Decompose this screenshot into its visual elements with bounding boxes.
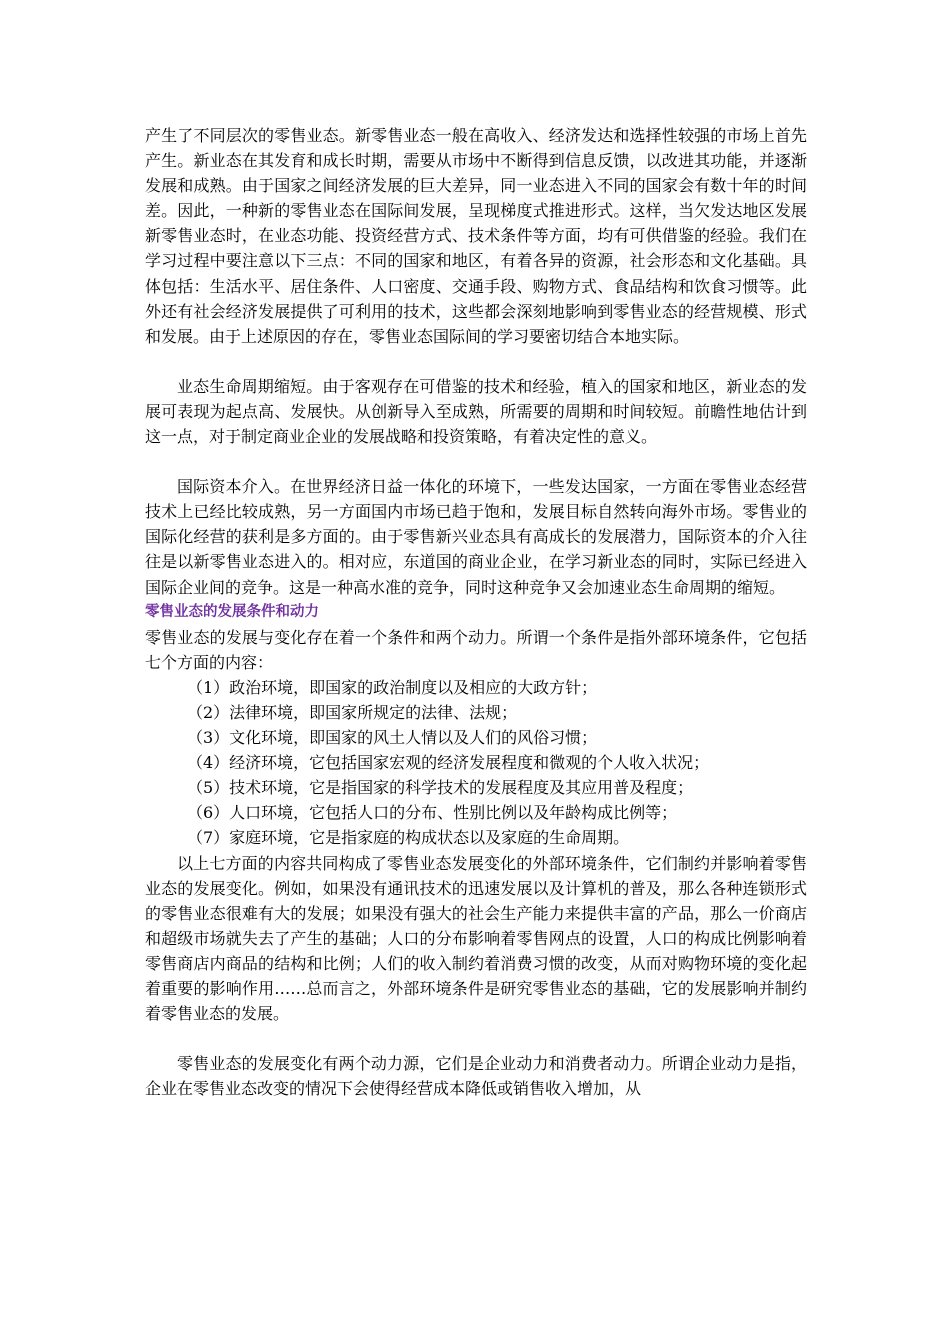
paragraph-lifecycle-shortening: 业态生命周期缩短。由于客观存在可借鉴的技术和经验，植入的国家和地区，新业态的发展可表现为起点高、发展快。从创新导入至成熟，所需要的周期和时间较短。前瞻性地估计到这一点，对于制定商业企业的发展战略和投资策略，有着决定性的意义。 xyxy=(145,376,807,447)
list-item: （7）家庭环境，它是指家庭的构成状态以及家庭的生命周期。 xyxy=(187,828,630,848)
document-page xyxy=(145,123,807,1101)
list-item: （2）法律环境，即国家所规定的法律、法规； xyxy=(187,702,518,722)
paragraph-driving-forces: 零售业态的发展变化有两个动力源，它们是企业动力和消费者动力。所谓企业动力是指，企业在零售业态改变的情况下会使得经营成本降低或销售收入增加，从 xyxy=(145,1054,807,1099)
list-item: （1）政治环境，即国家的政治制度以及相应的大政方针； xyxy=(187,677,598,697)
section-heading: 零售业态的发展条件和动力 xyxy=(145,603,319,620)
conditions-list xyxy=(145,675,807,851)
paragraph-international-capital: 国际资本介入。在世界经济日益一体化的环境下，一些发达国家，一方面在零售业态经营技术上已经比较成熟，另一方面国内市场已趋于饱和，发展目标自然转向海外市场。零售业的国际化经营的获利是多方面的。由于零售新兴业态具有高成长的发展潜力，国际资本的介入往往是以新零售业态进入的。相对应，东道国的商业企业，在学习新业态的同时，实际已经进入国际企业间的竞争。这是一种高水准的竞争，同时这种竞争又会加速业态生命周期的缩短。 xyxy=(145,477,807,597)
list-item: （5）技术环境，它是指国家的科学技术的发展程度及其应用普及程度； xyxy=(187,778,694,798)
paragraph-environment-summary: 以上七方面的内容共同构成了零售业态发展变化的外部环境条件，它们制约并影响着零售业态的发展变化。例如，如果没有通讯技术的迅速发展以及计算机的普及，那么各种连锁形式的零售业态很难有大的发展；如果没有强大的社会生产能力来提供丰富的产品，那么一价商店和超级市场就失去了产生的基础；人口的分布影响着零售网点的设置，人口的构成比例影响着零售商店内商品的结构和比例；人们的收入制约着消费习惯的改变，从而对购物环境的变化起着重要的影响作用……总而言之，外部环境条件是研究零售业态的基础，它的发展影响并制约着零售业态的发展。 xyxy=(145,853,807,1024)
list-item: （3）文化环境，即国家的风土人情以及人们的风俗习惯； xyxy=(187,728,598,748)
list-item: （4）经济环境，它包括国家宏观的经济发展程度和微观的个人收入状况； xyxy=(187,753,710,773)
paragraph-condition-intro: 零售业态的发展与变化存在着一个条件和两个动力。所谓一个条件是指外部环境条件，它包括七个方面的内容： xyxy=(145,627,807,672)
list-item: （6）人口环境，它包括人口的分布、性别比例以及年龄构成比例等； xyxy=(187,803,678,823)
paragraph-retail-format-levels: 产生了不同层次的零售业态。新零售业态一般在高收入、经济发达和选择性较强的市场上首先产生。新业态在其发育和成长时期，需要从市场中不断得到信息反馈，以改进其功能，并逐渐发展和成熟。由于国家之间经济发展的巨大差异，同一业态进入不同的国家会有数十年的时间差。因此，一种新的零售业态在国际间发展，呈现梯度式推进形式。这样，当欠发达地区发展新零售业态时，在业态功能、投资经营方式、技术条件等方面，均有可供借鉴的经验。我们在学习过程中要注意以下三点：不同的国家和地区，有着各异的资源，社会形态和文化基础。具体包括：生活水平、居住条件、人口密度、交通手段、购物方式、食品结构和饮食习惯等。此外还有社会经济发展提供了可利用的技术，这些都会深刻地影响到零售业态的经营规模、形式和发展。由于上述原因的存在，零售业态国际间的学习要密切结合本地实际。 xyxy=(145,126,807,346)
